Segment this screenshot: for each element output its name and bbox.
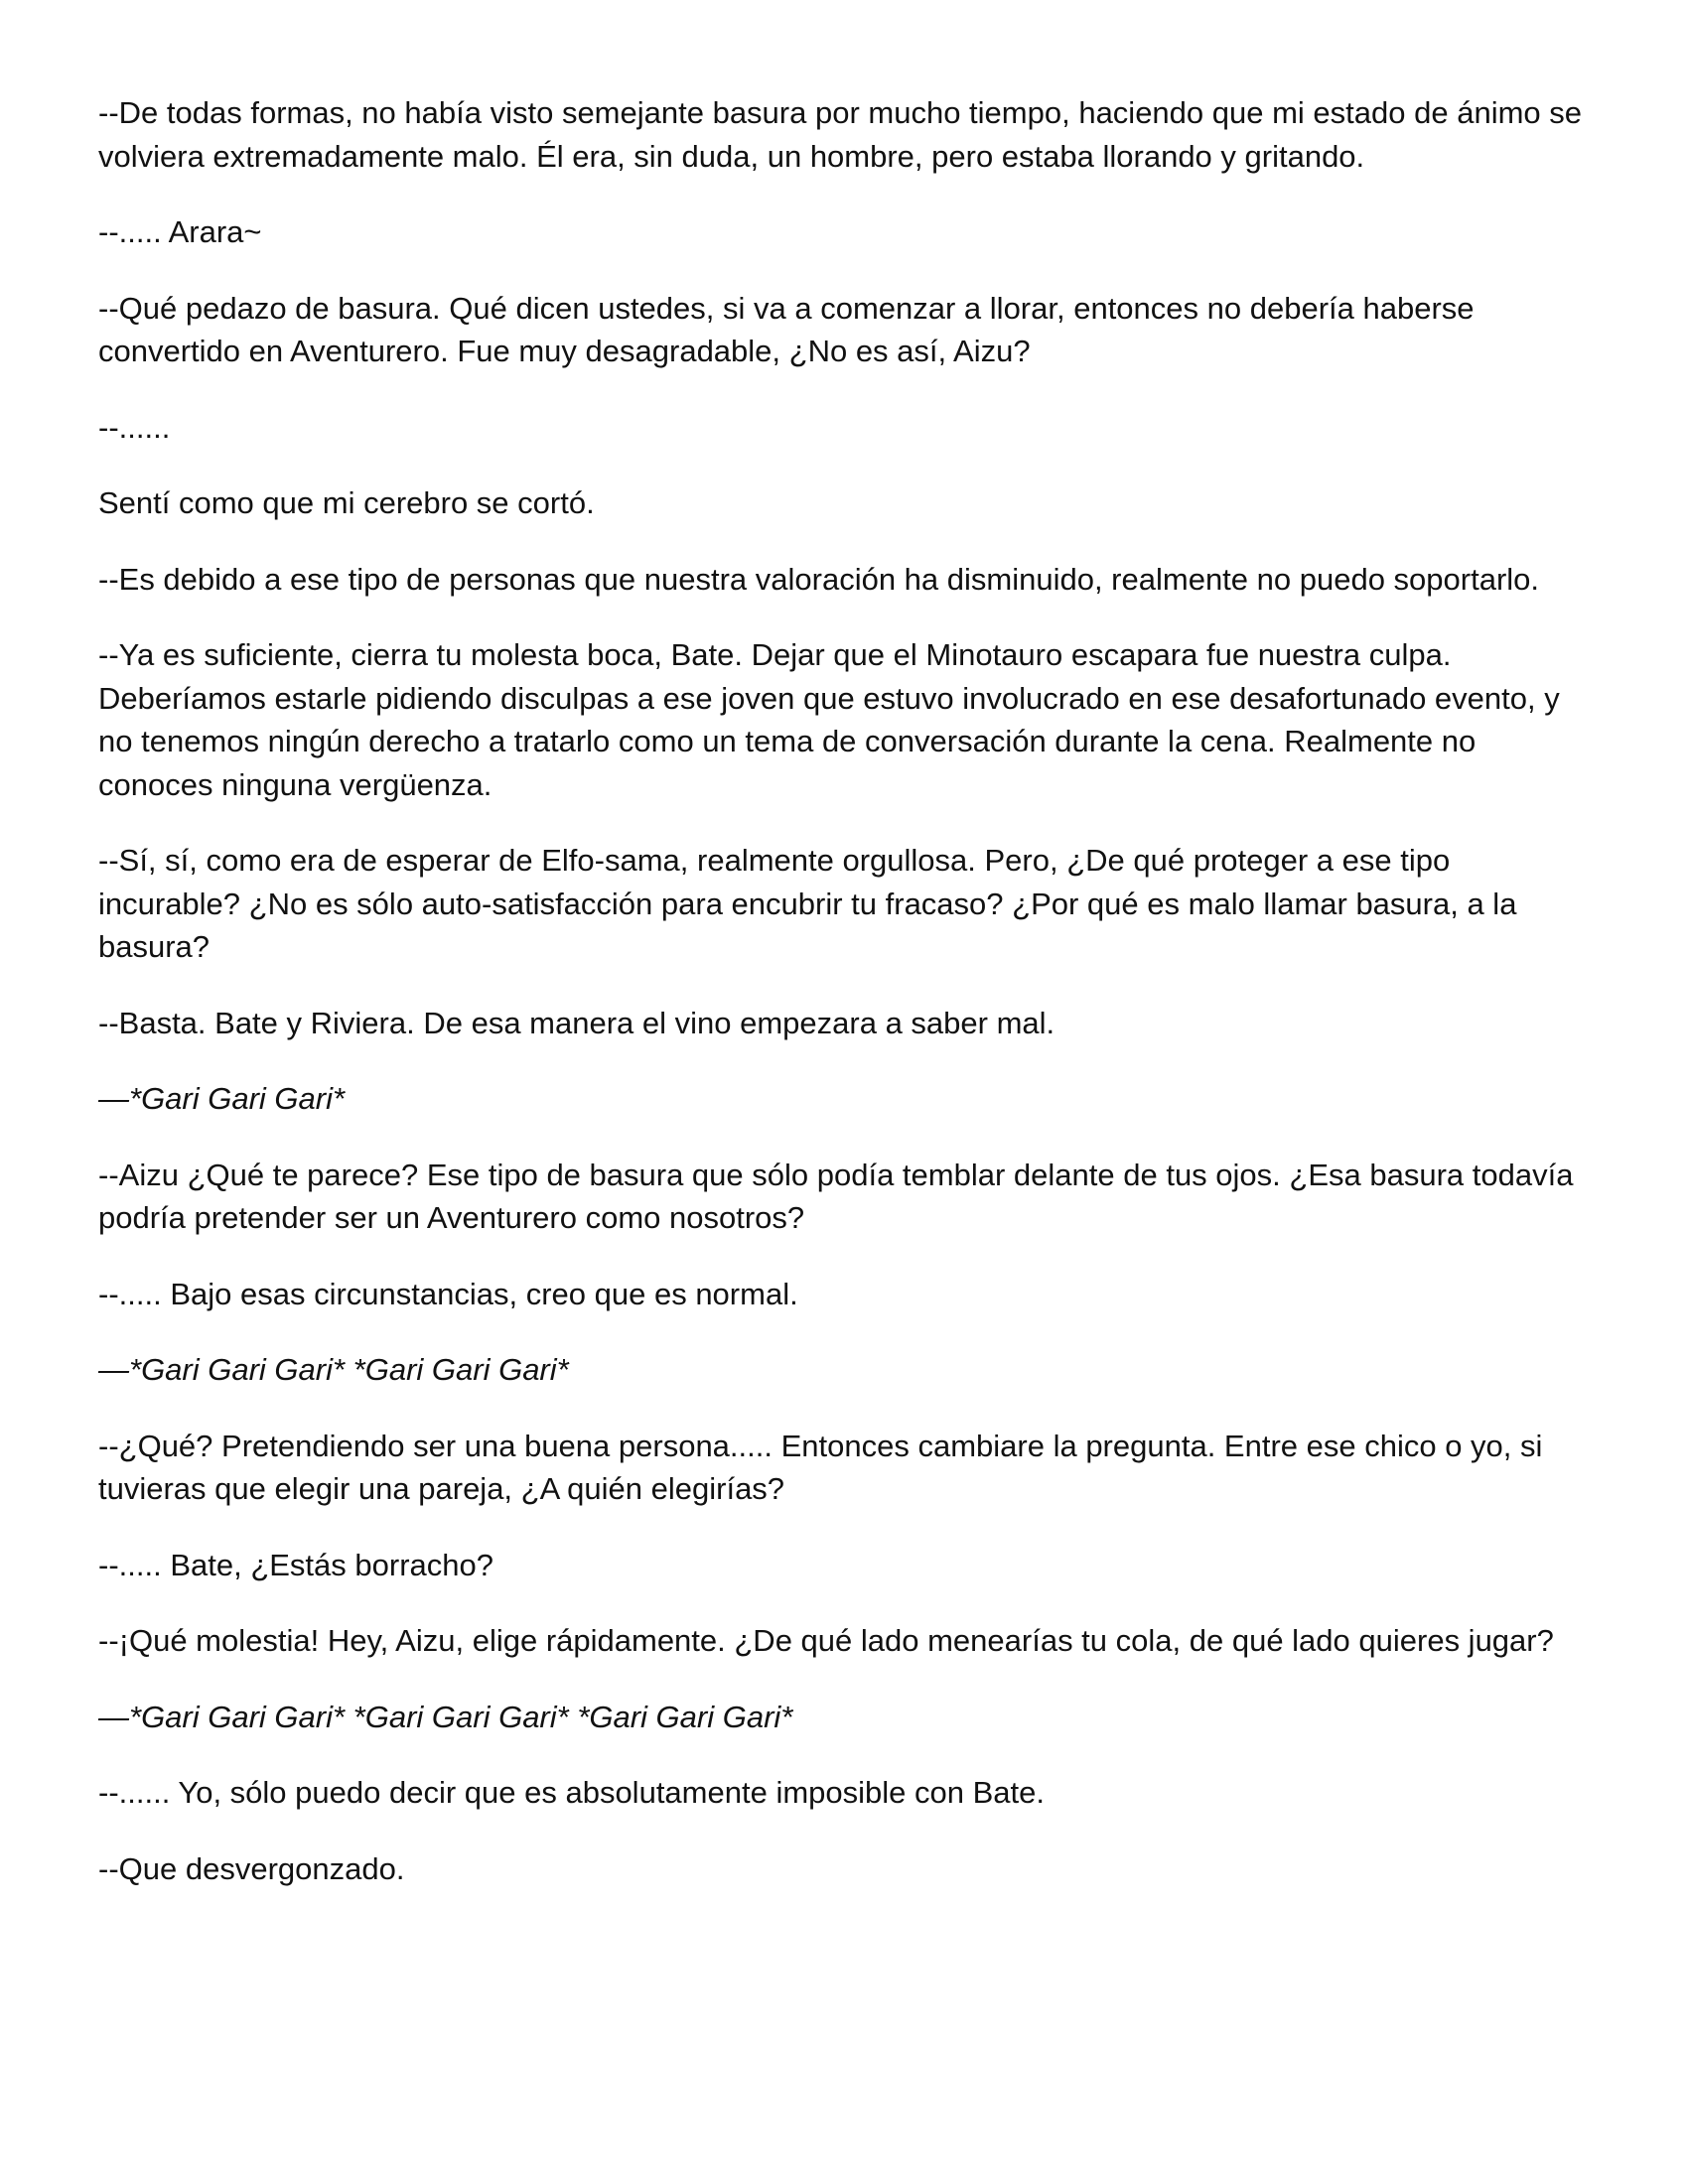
paragraph: --De todas formas, no había visto semejante basura por mucho tiempo, haciendo que mi estado de ánimo se volviera extremadamente malo. Él era, sin duda, un hombre, pero estaba llorando y gritando. [98,95,1582,174]
sound-effect-paragraph: —*Gari Gari Gari* [98,1081,346,1116]
sound-effect-paragraph: —*Gari Gari Gari* *Gari Gari Gari* *Gari Gari Gari* [98,1699,793,1734]
paragraph: --Es debido a ese tipo de personas que nuestra valoración ha disminuido, realmente no puedo soportarlo. [98,561,1540,597]
paragraph: --..... Bate, ¿Estás borracho? [98,1547,493,1582]
paragraph: --...... Yo, sólo puedo decir que es absolutamente imposible con Bate. [98,1775,1045,1810]
paragraph: --Sí, sí, como era de esperar de Elfo-sama, realmente orgullosa. Pero, ¿De qué proteger a ese tipo incurable? ¿No es sólo auto-satisfacción para encubrir tu fracaso? ¿Por qué es malo llamar basura, a la basura? [98,843,1517,964]
paragraph: --...... [98,409,171,445]
paragraph: --..... Arara~ [98,214,262,249]
paragraph: --Basta. Bate y Riviera. De esa manera el vino empezara a saber mal. [98,1005,1055,1040]
paragraph: --¡Qué molestia! Hey, Aizu, elige rápidamente. ¿De qué lado menearías tu cola, de qué lado quieres jugar? [98,1623,1554,1658]
paragraph: --..... Bajo esas circunstancias, creo que es normal. [98,1276,798,1311]
paragraph: --Aizu ¿Qué te parece? Ese tipo de basura que sólo podía temblar delante de tus ojos. ¿Esa basura todavía podría pretender ser un Aventurero como nosotros? [98,1157,1574,1235]
paragraph: Sentí como que mi cerebro se cortó. [98,485,595,520]
paragraph: --¿Qué? Pretendiendo ser una buena persona..... Entonces cambiare la pregunta. Entre ese chico o yo, si tuvieras que elegir una pareja, ¿A quién elegirías? [98,1428,1543,1506]
paragraph: --Ya es suficiente, cierra tu molesta boca, Bate. Dejar que el Minotauro escapara fue nuestra culpa. Deberíamos estarle pidiendo disculpas a ese joven que estuvo involucrado en ese desafortunado evento, y no tenemos ningún derecho a tratarlo como un tema de conversación durante la cena. Realmente no conoces ninguna vergüenza. [98,637,1560,802]
document-body [98,91,1598,1923]
sound-effect-paragraph: —*Gari Gari Gari* *Gari Gari Gari* [98,1352,569,1387]
paragraph: --Qué pedazo de basura. Qué dicen ustedes, si va a comenzar a llorar, entonces no debería haberse convertido en Aventurero. Fue muy desagradable, ¿No es así, Aizu? [98,290,1475,368]
paragraph: --Que desvergonzado. [98,1850,405,1886]
